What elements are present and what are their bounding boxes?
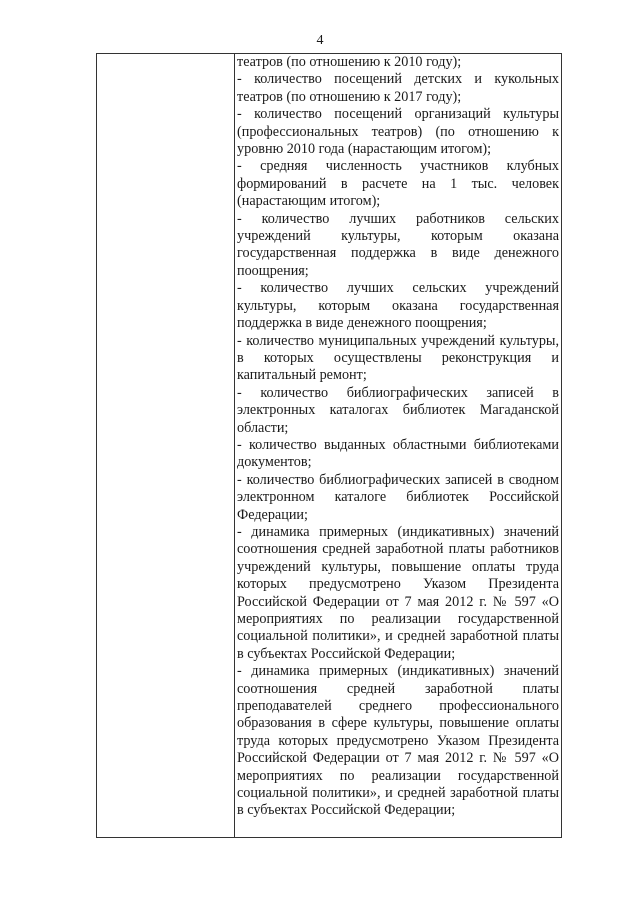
indicator-item: - количество выданных областными библиотеками документов;: [237, 436, 559, 471]
column-divider: [234, 54, 235, 837]
indicator-item: - количество посещений детских и кукольных театров (по отношению к 2017 году);: [237, 71, 559, 105]
indicator-item: - средняя численность участников клубных формирований в расчете на 1 тыс. человек (нарастающим итогом);: [237, 158, 559, 210]
indicators-cell: [237, 54, 559, 820]
indicator-item: театров (по отношению к 2010 году);: [237, 54, 462, 70]
indicator-item: - количество лучших работников сельских учреждений культуры, которым оказана государственная поддержка в виде денежного поощрения;: [237, 210, 559, 279]
indicator-item: - количество библиографических записей в сводном электронном каталоге библиотек Российской Федерации;: [237, 471, 559, 523]
indicator-item: - количество муниципальных учреждений культуры, в которых осуществлены реконструкция и капитальный ремонт;: [237, 332, 559, 384]
indicator-item: - динамика примерных (индикативных) значений соотношения средней заработной платы работников учреждений культуры, повышение оплаты труда которых предусмотрено Указом Президента Российской Федерации от 7 мая 2012 г. № 597 «О мероприятиях по реализации государственной социальной политики», и средней заработной платы в субъектах Российской Федерации;: [237, 523, 559, 662]
indicator-item: - динамика примерных (индикативных) значений соотношения средней заработной платы преподавателей среднего профессионального образования в сфере культуры, повышение оплаты труда которых предусмотрено Указом Президента Российской Федерации от 7 мая 2012 г. № 597 «О мероприятиях по реализации государственной социальной политики», и средней заработной платы в субъектах Российской Федерации;: [237, 663, 559, 819]
indicator-item: - количество лучших сельских учреждений культуры, которым оказана государственная поддержка в виде денежного поощрения;: [237, 280, 559, 332]
page-number: 4: [316, 33, 324, 48]
document-table: [96, 53, 562, 838]
indicator-item: - количество посещений организаций культуры (профессиональных театров) (по отношению к уровню 2010 года (нарастающим итогом);: [237, 106, 559, 158]
indicator-item: - количество библиографических записей в электронных каталогах библиотек Магаданской области;: [237, 384, 559, 436]
